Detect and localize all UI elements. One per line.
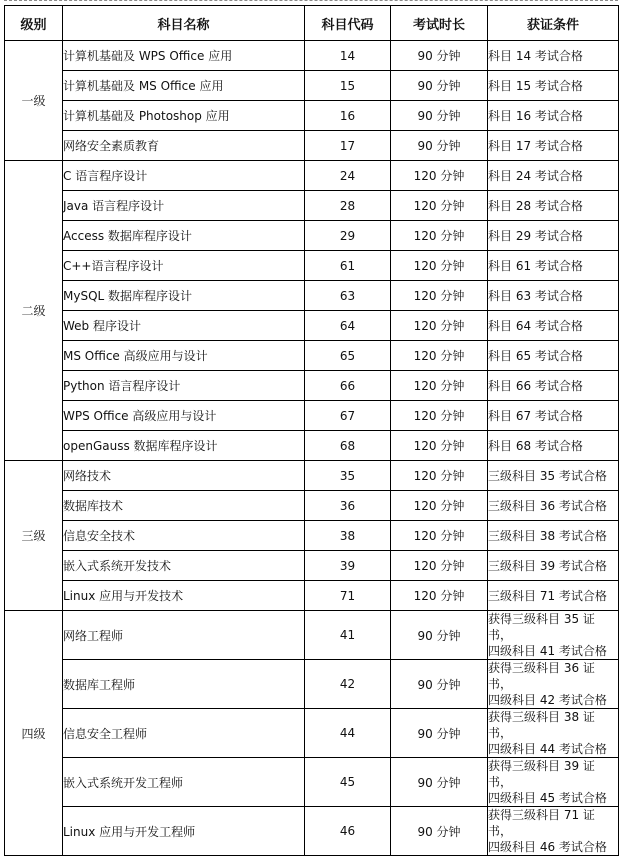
condition-line: 科目 28 考试合格 bbox=[488, 199, 583, 213]
table-row bbox=[5, 551, 619, 581]
exam-duration-cell: 120 分钟 bbox=[391, 191, 488, 221]
certification-condition-cell bbox=[488, 281, 619, 311]
table-row bbox=[5, 161, 619, 191]
exam-duration-cell: 90 分钟 bbox=[391, 611, 488, 660]
condition-line: 三级科目 36 考试合格 bbox=[488, 499, 607, 513]
condition-line: 科目 14 考试合格 bbox=[488, 49, 583, 63]
exam-duration-cell: 120 分钟 bbox=[391, 551, 488, 581]
certification-condition-cell bbox=[488, 251, 619, 281]
condition-line: 科目 15 考试合格 bbox=[488, 79, 583, 93]
condition-line: 获得三级科目 35 证书， bbox=[488, 612, 595, 642]
certification-condition-cell bbox=[488, 131, 619, 161]
certification-condition-cell bbox=[488, 371, 619, 401]
table-row bbox=[5, 191, 619, 221]
exam-duration-cell: 120 分钟 bbox=[391, 431, 488, 461]
exam-duration-cell: 90 分钟 bbox=[391, 758, 488, 807]
exam-duration-cell: 120 分钟 bbox=[391, 161, 488, 191]
condition-line: 三级科目 71 考试合格 bbox=[488, 589, 607, 603]
table-row bbox=[5, 401, 619, 431]
exam-duration-cell: 120 分钟 bbox=[391, 491, 488, 521]
subject-name-cell: MySQL 数据库程序设计 bbox=[63, 281, 305, 311]
table-row bbox=[5, 131, 619, 161]
table-row bbox=[5, 221, 619, 251]
exam-duration-cell: 90 分钟 bbox=[391, 131, 488, 161]
subject-name-cell: 网络工程师 bbox=[63, 611, 305, 660]
subject-name-cell: openGauss 数据库程序设计 bbox=[63, 431, 305, 461]
table-row bbox=[5, 807, 619, 856]
certification-condition-cell bbox=[488, 401, 619, 431]
subject-name-cell: 计算机基础及 Photoshop 应用 bbox=[63, 101, 305, 131]
table-row bbox=[5, 660, 619, 709]
subject-name-cell: 嵌入式系统开发工程师 bbox=[63, 758, 305, 807]
table-row bbox=[5, 251, 619, 281]
table-row bbox=[5, 371, 619, 401]
certification-condition-cell bbox=[488, 611, 619, 660]
certification-condition-cell bbox=[488, 581, 619, 611]
exam-duration-cell: 90 分钟 bbox=[391, 660, 488, 709]
exam-duration-cell: 90 分钟 bbox=[391, 709, 488, 758]
table-row bbox=[5, 341, 619, 371]
subject-name-cell: Access 数据库程序设计 bbox=[63, 221, 305, 251]
certification-condition-cell bbox=[488, 101, 619, 131]
exam-duration-cell: 120 分钟 bbox=[391, 341, 488, 371]
condition-line: 科目 65 考试合格 bbox=[488, 349, 583, 363]
table-row bbox=[5, 101, 619, 131]
subject-name-cell: C 语言程序设计 bbox=[63, 161, 305, 191]
exam-duration-cell: 120 分钟 bbox=[391, 521, 488, 551]
exam-duration-cell: 90 分钟 bbox=[391, 807, 488, 856]
table-row bbox=[5, 758, 619, 807]
condition-line: 科目 67 考试合格 bbox=[488, 409, 583, 423]
certification-condition-cell bbox=[488, 41, 619, 71]
table-body bbox=[5, 41, 619, 856]
condition-line: 科目 66 考试合格 bbox=[488, 379, 583, 393]
exam-duration-cell: 120 分钟 bbox=[391, 461, 488, 491]
condition-line: 科目 68 考试合格 bbox=[488, 439, 583, 453]
level-cell: 三级 bbox=[5, 461, 63, 611]
certification-condition-cell bbox=[488, 71, 619, 101]
subject-name-cell: 计算机基础及 WPS Office 应用 bbox=[63, 41, 305, 71]
subject-code-cell: 71 bbox=[305, 581, 391, 611]
subject-name-cell: Web 程序设计 bbox=[63, 311, 305, 341]
certification-condition-cell bbox=[488, 221, 619, 251]
subject-code-cell: 35 bbox=[305, 461, 391, 491]
exam-duration-cell: 90 分钟 bbox=[391, 41, 488, 71]
exam-duration-cell: 120 分钟 bbox=[391, 251, 488, 281]
subject-name-cell: 信息安全工程师 bbox=[63, 709, 305, 758]
subject-name-cell: Linux 应用与开发工程师 bbox=[63, 807, 305, 856]
subject-code-cell: 67 bbox=[305, 401, 391, 431]
exam-duration-cell: 120 分钟 bbox=[391, 371, 488, 401]
exam-duration-cell: 120 分钟 bbox=[391, 401, 488, 431]
condition-line: 获得三级科目 71 证书， bbox=[488, 808, 595, 838]
subject-code-cell: 14 bbox=[305, 41, 391, 71]
subject-name-cell: Python 语言程序设计 bbox=[63, 371, 305, 401]
header-certification-condition: 获证条件 bbox=[488, 6, 619, 41]
subject-code-cell: 44 bbox=[305, 709, 391, 758]
subject-code-cell: 36 bbox=[305, 491, 391, 521]
subject-code-cell: 42 bbox=[305, 660, 391, 709]
exam-duration-cell: 120 分钟 bbox=[391, 581, 488, 611]
subject-code-cell: 68 bbox=[305, 431, 391, 461]
certification-condition-cell bbox=[488, 521, 619, 551]
subject-name-cell: Linux 应用与开发技术 bbox=[63, 581, 305, 611]
subject-name-cell: 信息安全技术 bbox=[63, 521, 305, 551]
subject-code-cell: 65 bbox=[305, 341, 391, 371]
table-row bbox=[5, 521, 619, 551]
condition-line: 科目 24 考试合格 bbox=[488, 169, 583, 183]
subject-name-cell: 数据库工程师 bbox=[63, 660, 305, 709]
subject-code-cell: 17 bbox=[305, 131, 391, 161]
exam-duration-cell: 120 分钟 bbox=[391, 311, 488, 341]
condition-line: 科目 17 考试合格 bbox=[488, 139, 583, 153]
certification-condition-cell bbox=[488, 311, 619, 341]
subject-code-cell: 39 bbox=[305, 551, 391, 581]
table-row bbox=[5, 281, 619, 311]
certification-condition-cell bbox=[488, 709, 619, 758]
condition-line: 科目 64 考试合格 bbox=[488, 319, 583, 333]
condition-line: 三级科目 39 考试合格 bbox=[488, 559, 607, 573]
header-level: 级别 bbox=[5, 6, 63, 41]
certification-condition-cell bbox=[488, 758, 619, 807]
subject-code-cell: 29 bbox=[305, 221, 391, 251]
subject-name-cell: C++语言程序设计 bbox=[63, 251, 305, 281]
condition-line: 四级科目 42 考试合格 bbox=[488, 693, 607, 707]
subject-code-cell: 16 bbox=[305, 101, 391, 131]
subject-name-cell: 数据库技术 bbox=[63, 491, 305, 521]
certification-condition-cell bbox=[488, 341, 619, 371]
table-row bbox=[5, 461, 619, 491]
header-subject-name: 科目名称 bbox=[63, 6, 305, 41]
certification-condition-cell bbox=[488, 491, 619, 521]
condition-line: 四级科目 44 考试合格 bbox=[488, 742, 607, 756]
exam-duration-cell: 120 分钟 bbox=[391, 221, 488, 251]
subject-code-cell: 28 bbox=[305, 191, 391, 221]
table-row bbox=[5, 311, 619, 341]
condition-line: 获得三级科目 39 证书， bbox=[488, 759, 595, 789]
subject-name-cell: 网络安全素质教育 bbox=[63, 131, 305, 161]
subject-name-cell: 嵌入式系统开发技术 bbox=[63, 551, 305, 581]
condition-line: 科目 63 考试合格 bbox=[488, 289, 583, 303]
table-row bbox=[5, 431, 619, 461]
certification-condition-cell bbox=[488, 431, 619, 461]
subject-code-cell: 64 bbox=[305, 311, 391, 341]
table-row bbox=[5, 491, 619, 521]
condition-line: 三级科目 35 考试合格 bbox=[488, 469, 607, 483]
condition-line: 科目 29 考试合格 bbox=[488, 229, 583, 243]
certification-condition-cell bbox=[488, 461, 619, 491]
exam-duration-cell: 90 分钟 bbox=[391, 101, 488, 131]
header-exam-duration: 考试时长 bbox=[391, 6, 488, 41]
table-row bbox=[5, 611, 619, 660]
subject-name-cell: WPS Office 高级应用与设计 bbox=[63, 401, 305, 431]
page-top-border bbox=[4, 0, 618, 1]
subject-code-cell: 41 bbox=[305, 611, 391, 660]
condition-line: 科目 16 考试合格 bbox=[488, 109, 583, 123]
table-row bbox=[5, 709, 619, 758]
subject-code-cell: 15 bbox=[305, 71, 391, 101]
condition-line: 四级科目 41 考试合格 bbox=[488, 644, 607, 658]
subject-code-cell: 38 bbox=[305, 521, 391, 551]
level-cell: 一级 bbox=[5, 41, 63, 161]
subject-code-cell: 24 bbox=[305, 161, 391, 191]
condition-line: 科目 61 考试合格 bbox=[488, 259, 583, 273]
subject-name-cell: 计算机基础及 MS Office 应用 bbox=[63, 71, 305, 101]
table-header-row bbox=[5, 6, 619, 41]
subject-code-cell: 66 bbox=[305, 371, 391, 401]
table-row bbox=[5, 41, 619, 71]
condition-line: 三级科目 38 考试合格 bbox=[488, 529, 607, 543]
condition-line: 四级科目 46 考试合格 bbox=[488, 840, 607, 854]
exam-duration-cell: 90 分钟 bbox=[391, 71, 488, 101]
subject-code-cell: 61 bbox=[305, 251, 391, 281]
level-cell: 二级 bbox=[5, 161, 63, 461]
certification-condition-cell bbox=[488, 191, 619, 221]
certification-condition-cell bbox=[488, 807, 619, 856]
exam-duration-cell: 120 分钟 bbox=[391, 281, 488, 311]
table-row bbox=[5, 581, 619, 611]
table-row bbox=[5, 71, 619, 101]
subject-code-cell: 45 bbox=[305, 758, 391, 807]
level-cell: 四级 bbox=[5, 611, 63, 856]
subject-code-cell: 46 bbox=[305, 807, 391, 856]
condition-line: 获得三级科目 36 证书， bbox=[488, 661, 595, 691]
certification-condition-cell bbox=[488, 551, 619, 581]
certification-condition-cell bbox=[488, 161, 619, 191]
subject-name-cell: Java 语言程序设计 bbox=[63, 191, 305, 221]
subject-name-cell: 网络技术 bbox=[63, 461, 305, 491]
header-subject-code: 科目代码 bbox=[305, 6, 391, 41]
subject-code-cell: 63 bbox=[305, 281, 391, 311]
condition-line: 四级科目 45 考试合格 bbox=[488, 791, 607, 805]
condition-line: 获得三级科目 38 证书， bbox=[488, 710, 595, 740]
subject-name-cell: MS Office 高级应用与设计 bbox=[63, 341, 305, 371]
exam-subjects-table bbox=[4, 5, 619, 856]
certification-condition-cell bbox=[488, 660, 619, 709]
